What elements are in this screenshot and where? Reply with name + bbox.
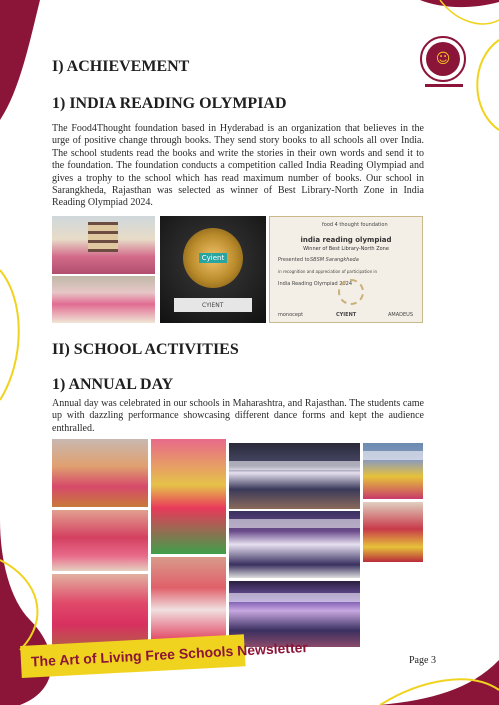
- photo-annual-day-4: [363, 443, 423, 499]
- stage-banner: [229, 593, 360, 602]
- photo-annual-day-3: [229, 443, 360, 509]
- photo-annual-day-8: [52, 574, 148, 646]
- trophy-plaque: [174, 298, 252, 312]
- photo-annual-day-5: [52, 510, 148, 571]
- trophy-label: Cyient: [199, 253, 227, 263]
- children-icon: ☺: [426, 42, 460, 76]
- certificate-title: india reading olympiad: [300, 236, 392, 244]
- certificate-presented: Presented to: [278, 257, 310, 263]
- stage-banner: [229, 461, 360, 470]
- certificate-recipient: SBSM Sarangkheda: [310, 257, 359, 263]
- heading-achievement: I) ACHIEVEMENT: [52, 58, 190, 75]
- trophy-plaque-text: CYIENT: [202, 302, 224, 309]
- heading-school-activities: II) SCHOOL ACTIVITIES: [52, 341, 239, 358]
- logo-caption-bar: [425, 84, 463, 87]
- photo-annual-day-9: [151, 557, 226, 645]
- photo-trophy: [160, 216, 266, 323]
- photo-library-classroom: [52, 216, 155, 274]
- photo-annual-day-6: [229, 511, 360, 578]
- certificate-recognition: in recognition and appreciation of participation in: [278, 269, 378, 274]
- photo-annual-day-10: [229, 581, 360, 647]
- certificate-event: India Reading Olympiad 2024: [278, 281, 353, 287]
- newsletter-title: The Art of Living Free Schools Newsletter: [30, 638, 309, 670]
- trophy-medal: [183, 228, 243, 288]
- stage-banner: [229, 519, 360, 528]
- certificate-sponsor-2: CYIENT: [336, 312, 357, 318]
- laurel-wreath-icon: [338, 279, 364, 305]
- photo-annual-day-7: [363, 502, 423, 562]
- certificate-subtitle: Winner of Best Library-North Zone: [303, 246, 389, 252]
- heading-annual-day: 1) ANNUAL DAY: [52, 376, 174, 393]
- bookshelf: [88, 222, 118, 252]
- certificate-brand: food 4 thought foundation: [322, 222, 388, 228]
- photo-annual-day-2: [151, 439, 226, 554]
- heading-olympiad: 1) INDIA READING OLYMPIAD: [52, 95, 287, 112]
- certificate-sponsor-1: monocept: [278, 312, 304, 318]
- page-number: Page 3: [409, 655, 436, 666]
- paragraph-olympiad: The Food4Thought foundation based in Hyderabad is an organization that believes in the urge of positive change through books. They send story books to all schools all over India. The school students read the books and write the stories in their own words and send it to the foundation. The foundation conducts a competition called India Reading Olympiad and gives a trophy to the school which has read maximum number of books. Our school in Sarangkheda, Rajasthan was selected as winner of Best Library-North Zone in India Reading Olympiad 2024.: [52, 123, 424, 209]
- stage-banner: [363, 451, 423, 460]
- photo-annual-day-1: [52, 439, 148, 507]
- photo-student-group: [52, 276, 155, 323]
- school-logo: [420, 36, 466, 82]
- photo-certificate: [269, 216, 423, 323]
- certificate-sponsor-3: AMADEUS: [388, 312, 413, 318]
- paragraph-annual-day: Annual day was celebrated in our schools in Maharashtra, and Rajasthan. The students came up with dazzling performance showcasing different dance forms and kept the audience enthralled.: [52, 398, 424, 434]
